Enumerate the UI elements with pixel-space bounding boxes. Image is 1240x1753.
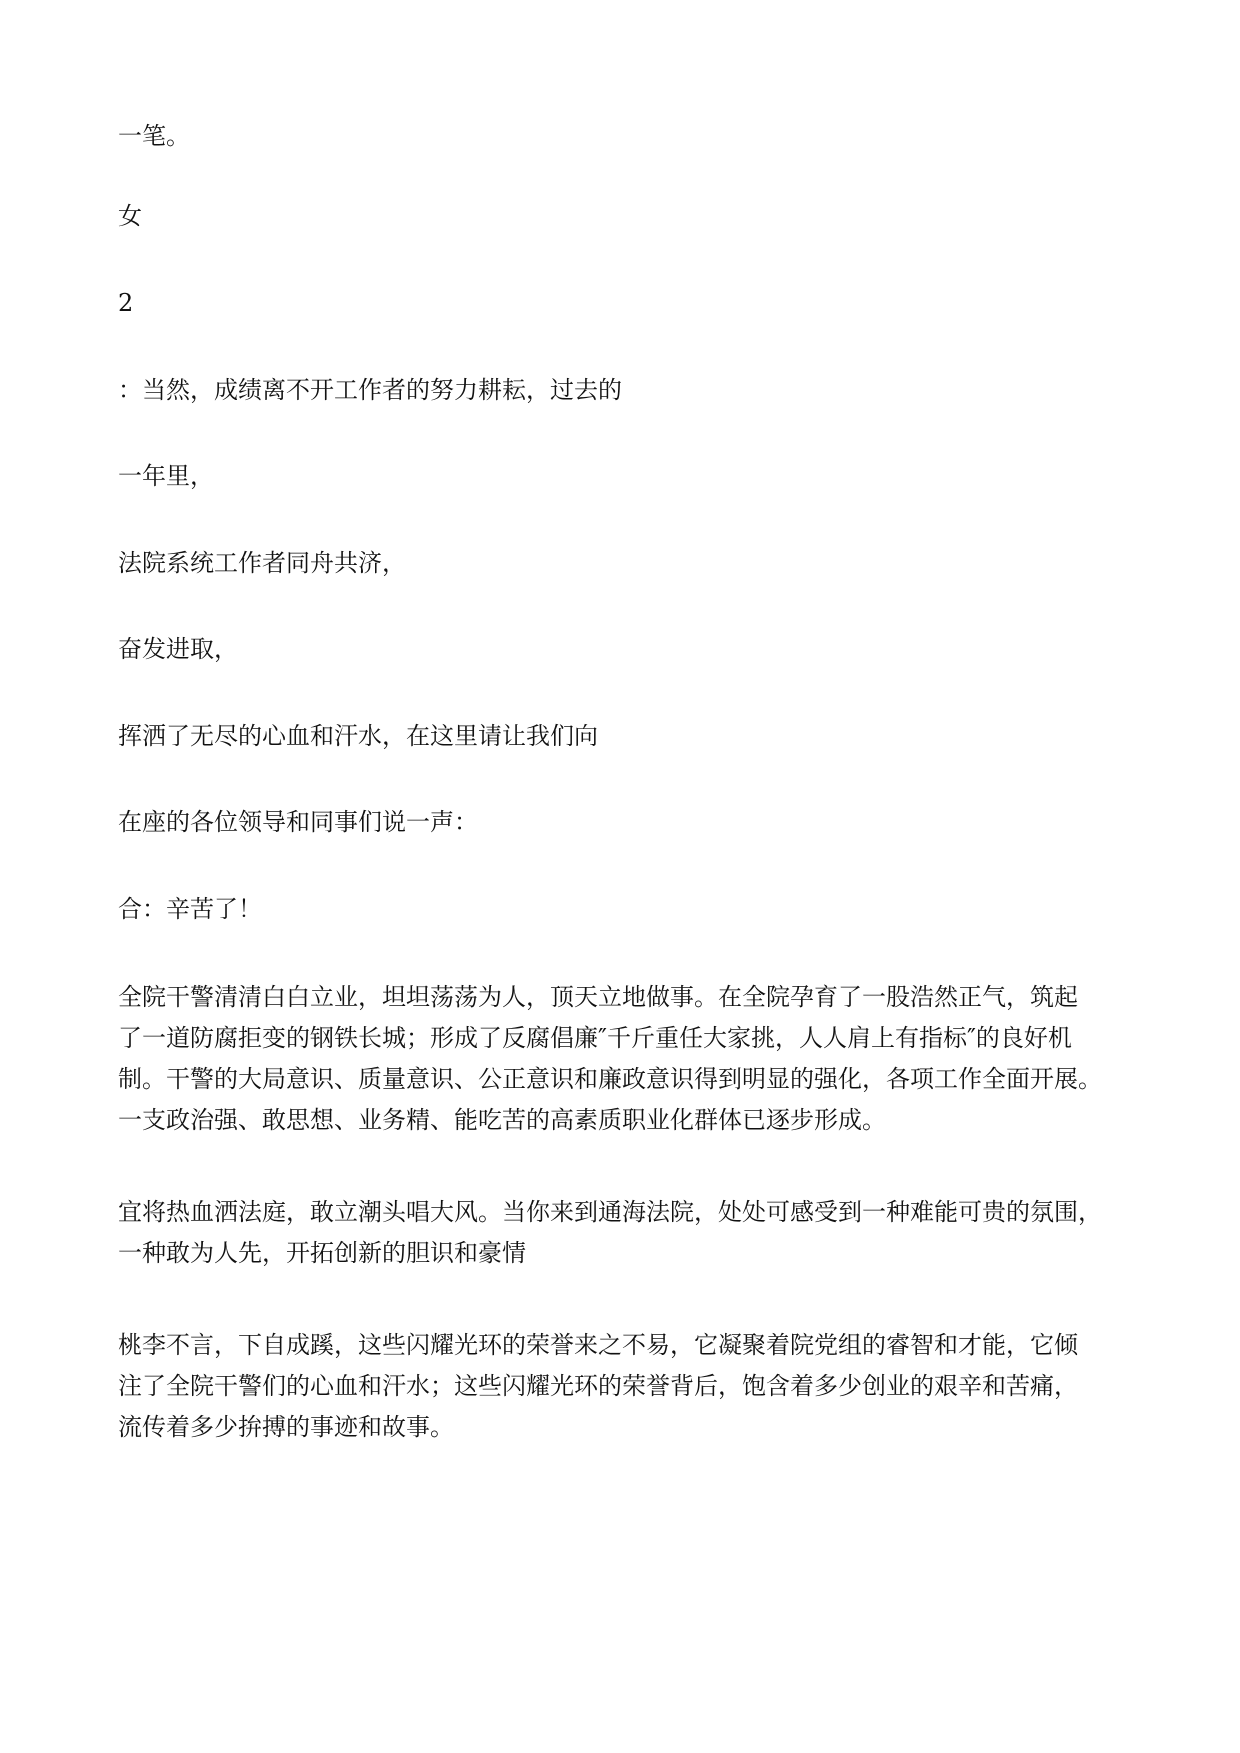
paragraph: [118, 1325, 1122, 1448]
chorus-line: 合：辛苦了！: [118, 895, 262, 923]
paragraph-line: 桃李不言，下自成蹊，这些闪耀光环的荣誉来之不易，它凝聚着院党组的睿智和才能，它倾: [118, 1331, 1078, 1359]
speaker-label: 女: [118, 202, 142, 230]
paragraph: [118, 1192, 1122, 1274]
paragraph-line: 注了全院干警们的心血和汗水；这些闪耀光环的荣誉背后，饱含着多少创业的艰辛和苦痛，: [118, 1372, 1078, 1400]
speaker-number: 2: [118, 289, 134, 317]
text-line: 一年里，: [118, 462, 214, 490]
paragraph: [118, 977, 1122, 1141]
paragraph-line: 宜将热血洒法庭，敢立潮头唱大风。当你来到通海法院，处处可感受到一种难能可贵的氛围，: [118, 1198, 1102, 1226]
paragraph-line: 一种敢为人先，开拓创新的胆识和豪情: [118, 1239, 526, 1267]
paragraph-line: 制。干警的大局意识、质量意识、公正意识和廉政意识得到明显的强化，各项工作全面开展。: [118, 1065, 1102, 1093]
paragraph-line: 全院干警清清白白立业，坦坦荡荡为人，顶天立地做事。在全院孕育了一股浩然正气，筑起: [118, 983, 1078, 1011]
paragraph-line: 了一道防腐拒变的钢铁长城；形成了反腐倡廉″千斤重任大家挑，人人肩上有指标″的良好机: [118, 1024, 1072, 1052]
text-line: ：当然，成绩离不开工作者的努力耕耘，过去的: [118, 376, 622, 404]
text-line: 奋发进取，: [118, 635, 238, 663]
paragraph-line: 流传着多少拚搏的事迹和故事。: [118, 1413, 454, 1441]
text-line: 在座的各位领导和同事们说一声：: [118, 808, 478, 836]
text-line: 法院系统工作者同舟共济，: [118, 549, 406, 577]
paragraph-line: 一支政治强、敢思想、业务精、能吃苦的高素质职业化群体已逐步形成。: [118, 1106, 886, 1134]
text-line: 挥洒了无尽的心血和汗水，在这里请让我们向: [118, 722, 598, 750]
text-line: 一笔。: [118, 122, 190, 150]
